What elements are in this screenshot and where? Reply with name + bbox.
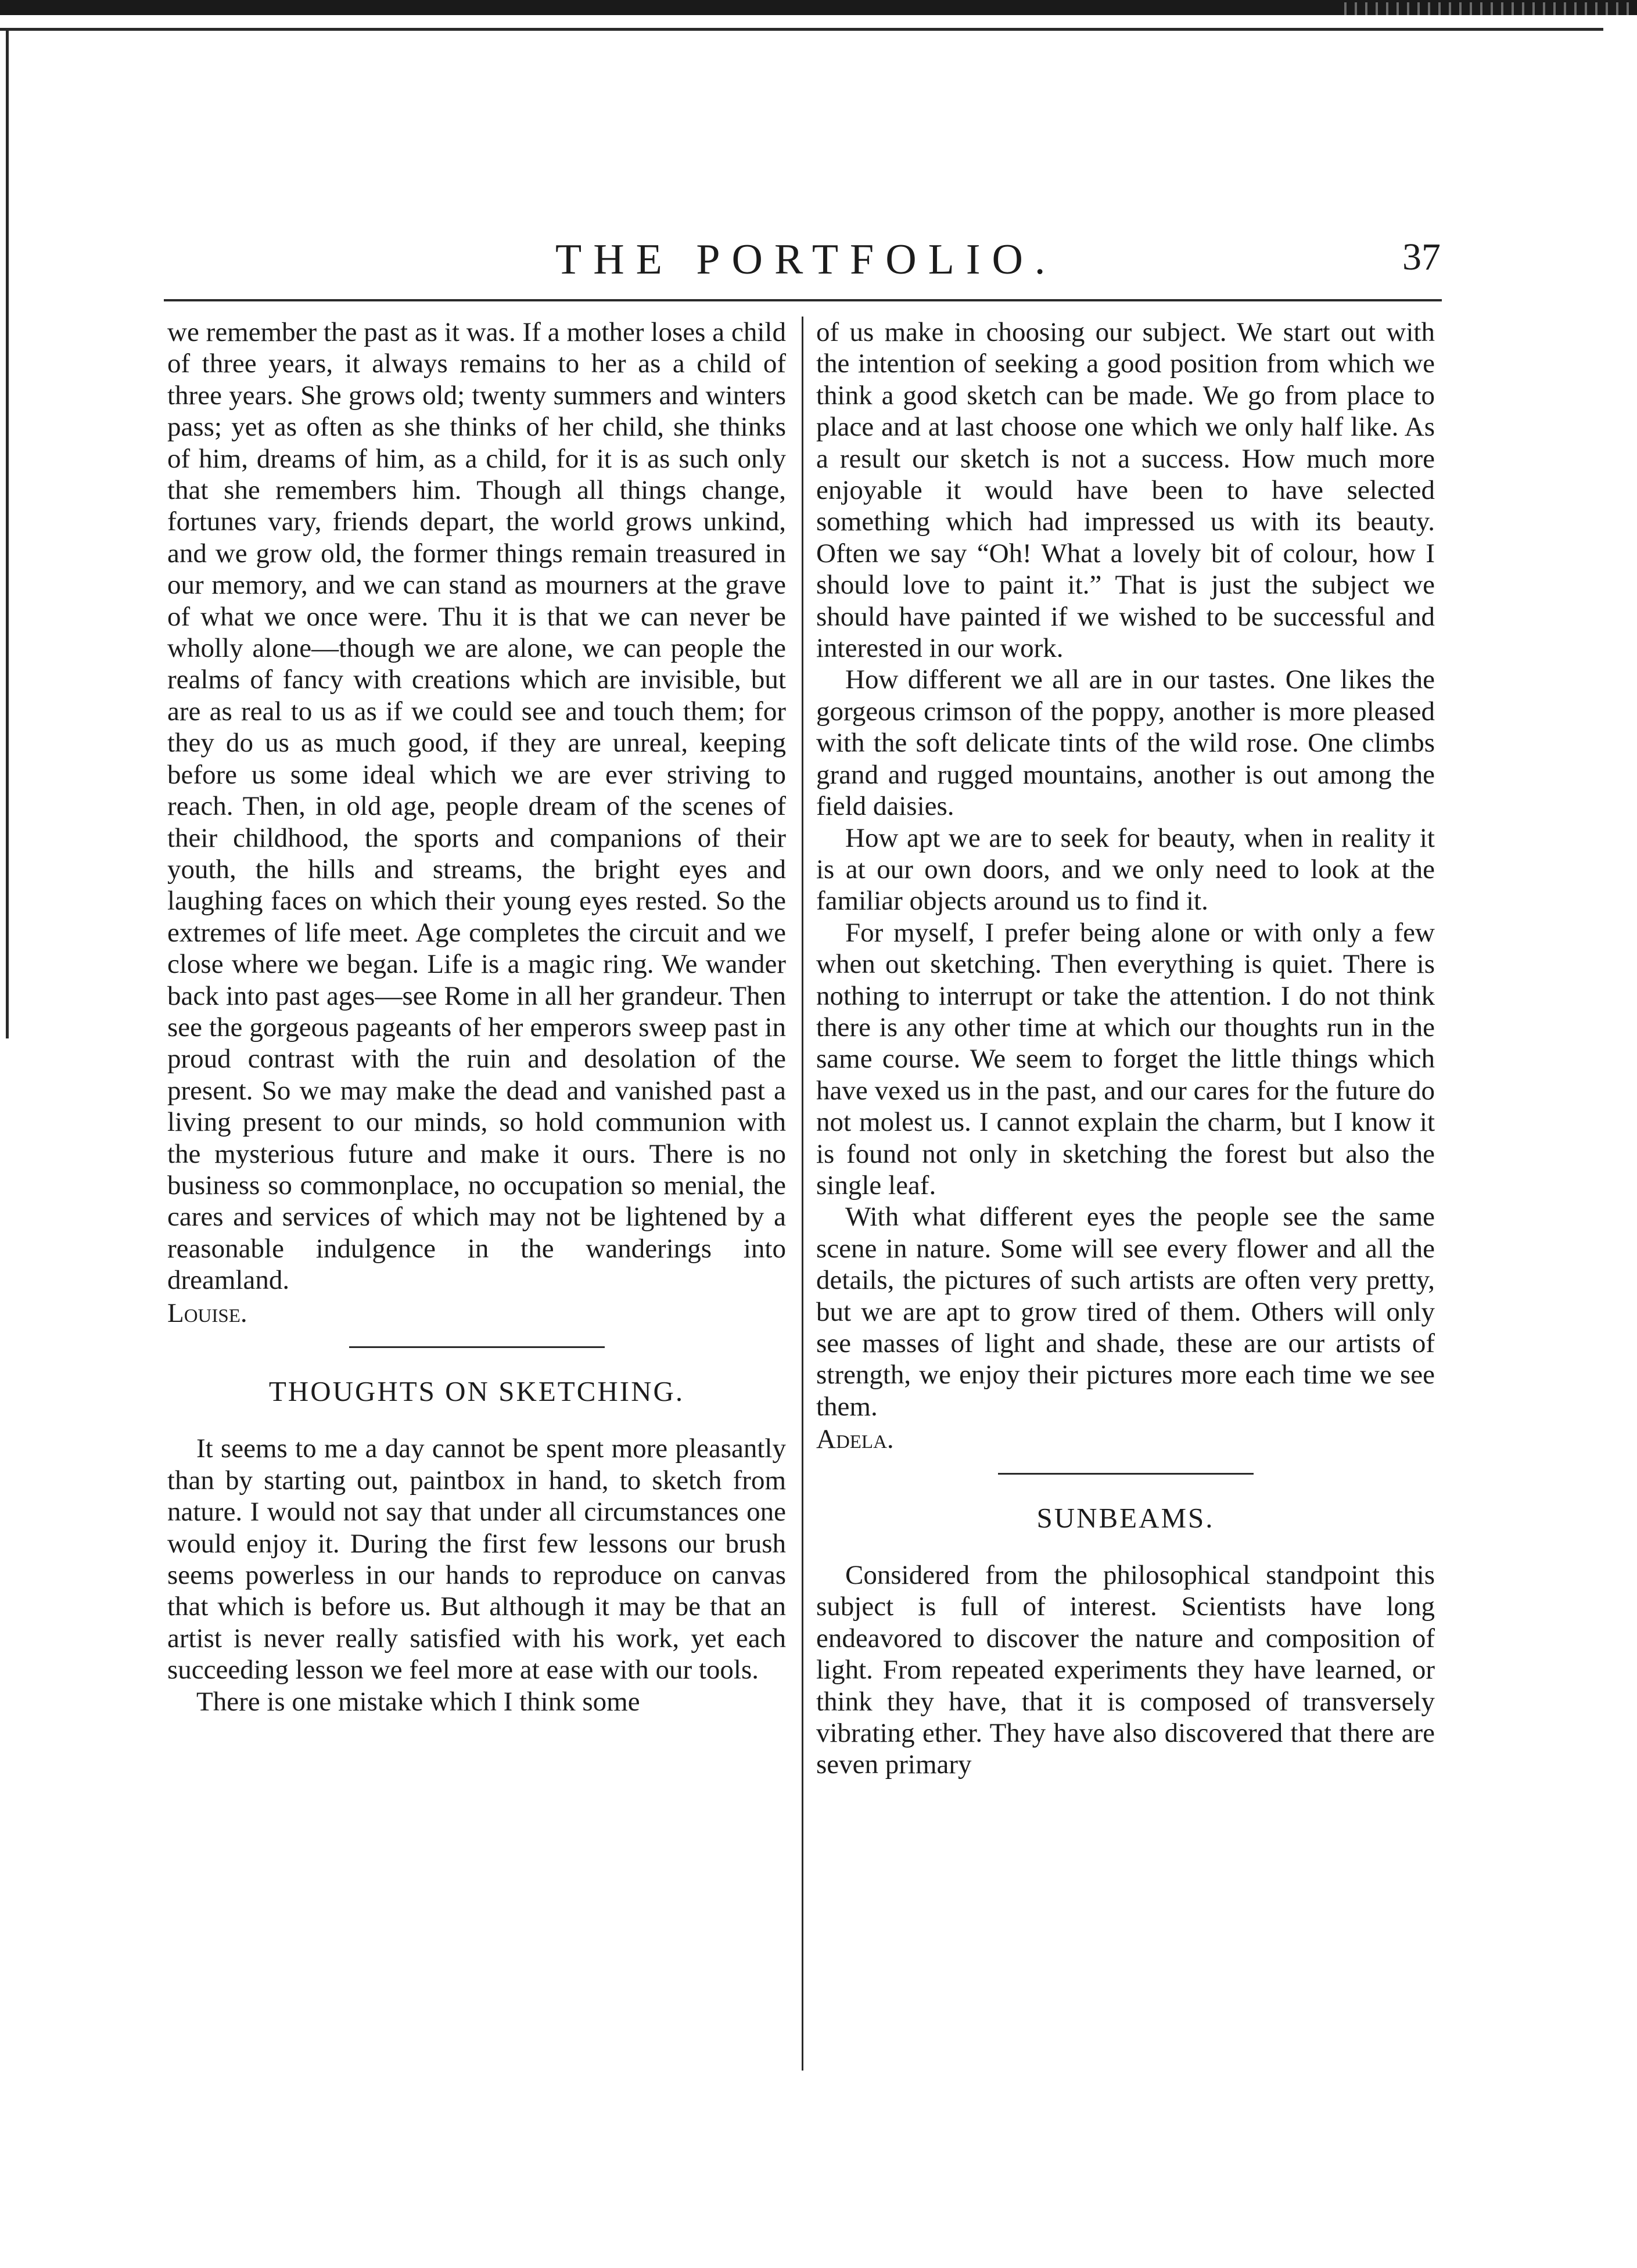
page-number: 37: [1402, 236, 1441, 278]
page-frame-left-dash: [6, 871, 9, 976]
signature-louise: Louise.: [167, 1297, 247, 1328]
running-title: THE PORTFOLIO.: [555, 236, 1057, 283]
sketching-paragraph-continued: of us make in choosing our subject. We start out with the intention of seeking a good position from which we think a good sketch can be made. We go from place to place and at last choose one which we only half like. As a result our sketch is not a success. How much more enjoyable it would have been to have selected something which had impressed us with its beauty. Often we say “Oh! What a lovely bit of colour, how I should love to paint it.” That is just the subject we should have painted if we wished to be successful and interested in our work.: [816, 317, 1435, 664]
column-divider: [802, 317, 803, 2071]
right-column: [816, 317, 1435, 1781]
page-header: [163, 235, 1441, 287]
scan-edge-noise: [1336, 2, 1637, 15]
header-rule: [164, 299, 1442, 301]
article-title-sunbeams: SUNBEAMS.: [1036, 1501, 1215, 1534]
page-frame-top: [0, 28, 1603, 31]
signature-adela: Adela.: [816, 1424, 894, 1455]
article-title-sketching: THOUGHTS ON SKETCHING.: [268, 1375, 685, 1407]
sunbeams-paragraph: Considered from the philosophical standpoint this subject is full of interest. Scientists have long endeavored to discover the nature and composition of light. From repeated experiments they have learned, or think they have, that it is composed of transversely vibrating ether. They have also discovered that there are seven primary: [816, 1560, 1435, 1780]
sketching-paragraph: How apt we are to seek for beauty, when in reality it is at our own doors, and we only need to look at the familiar objects around us to find it.: [816, 822, 1435, 916]
section-divider: [998, 1473, 1254, 1475]
sketching-paragraph: It seems to me a day cannot be spent more pleasantly than by starting out, paintbox in hand, to sketch from nature. I would not say that under all circumstances one would enjoy it. During the first few lessons our brush seems powerless in our hands to reproduce on canvas that which is before us. But although it may be that an artist is never really satisfied with his work, yet each succeeding lesson we feel more at ease with our tools.: [167, 1433, 786, 1685]
left-column: [167, 317, 786, 1717]
sketching-paragraph: With what different eyes the people see the same scene in nature. Some will see every flower and all the details, the pictures of such artists are often very pretty, but we are apt to grow tired of them. Others will only see masses of light and shade, these are our artists of strength, we enjoy their pictures more each time we see them.: [816, 1202, 1435, 1422]
sketching-paragraph: How different we all are in our tastes. One likes the gorgeous crimson of the poppy, another is more pleased with the soft delicate tints of the wild rose. One climbs grand and rugged mountains, another is out among the field daisies.: [816, 664, 1435, 822]
sketching-paragraph: For myself, I prefer being alone or with only a few when out sketching. Then everything is quiet. There is nothing to interrupt or take the attention. I do not think there is any other time at which our thoughts run in the same course. We seem to forget the little things which have vexed us in the past, and our cares for the future do not molest us. I cannot explain the charm, but I know it is found not only in sketching the forest but also the single leaf.: [816, 917, 1435, 1201]
section-divider: [349, 1346, 605, 1348]
dreamland-article-paragraph: we remember the past as it was. If a mother loses a child of three years, it always remains to her as a child of three years. She grows old; twenty summers and winters pass; yet as often as she thinks of her child, she thinks of him, dreams of him, as a child, for it is as such only that she remembers him. Though all things change, fortunes vary, friends depart, the world grows unkind, and we grow old, the former things remain treasured in our memory, and we can stand as mourners at the grave of what we once were. Thu it is that we can never be wholly alone—though we are alone, we can people the realms of fancy with creations which are invisible, but are as real to us as if we could see and touch them; for they do us as much good, if they are unreal, keeping before us some ideal which we are ever striving to reach. Then, in old age, people dream of the scenes of their childhood, the sports and companions of their youth, the hills and streams, the bright eyes and laughing faces on which their young eyes rested. So the extremes of life meet. Age completes the circuit and we close where we began. Life is a magic ring. We wander back into past ages—see Rome in all her grandeur. Then see the gorgeous pageants of her emperors sweep past in proud contrast with the ruin and desolation of the present. So we may make the dead and vanished past a living present to our minds, so hold communion with the mysterious future and make it ours. There is no business so commonplace, no occupation so menial, the cares and services of which may not be lightened by a reasonable indulgence in the wanderings into dreamland.: [167, 317, 786, 1296]
sketching-paragraph: There is one mistake which I think some: [196, 1686, 640, 1717]
